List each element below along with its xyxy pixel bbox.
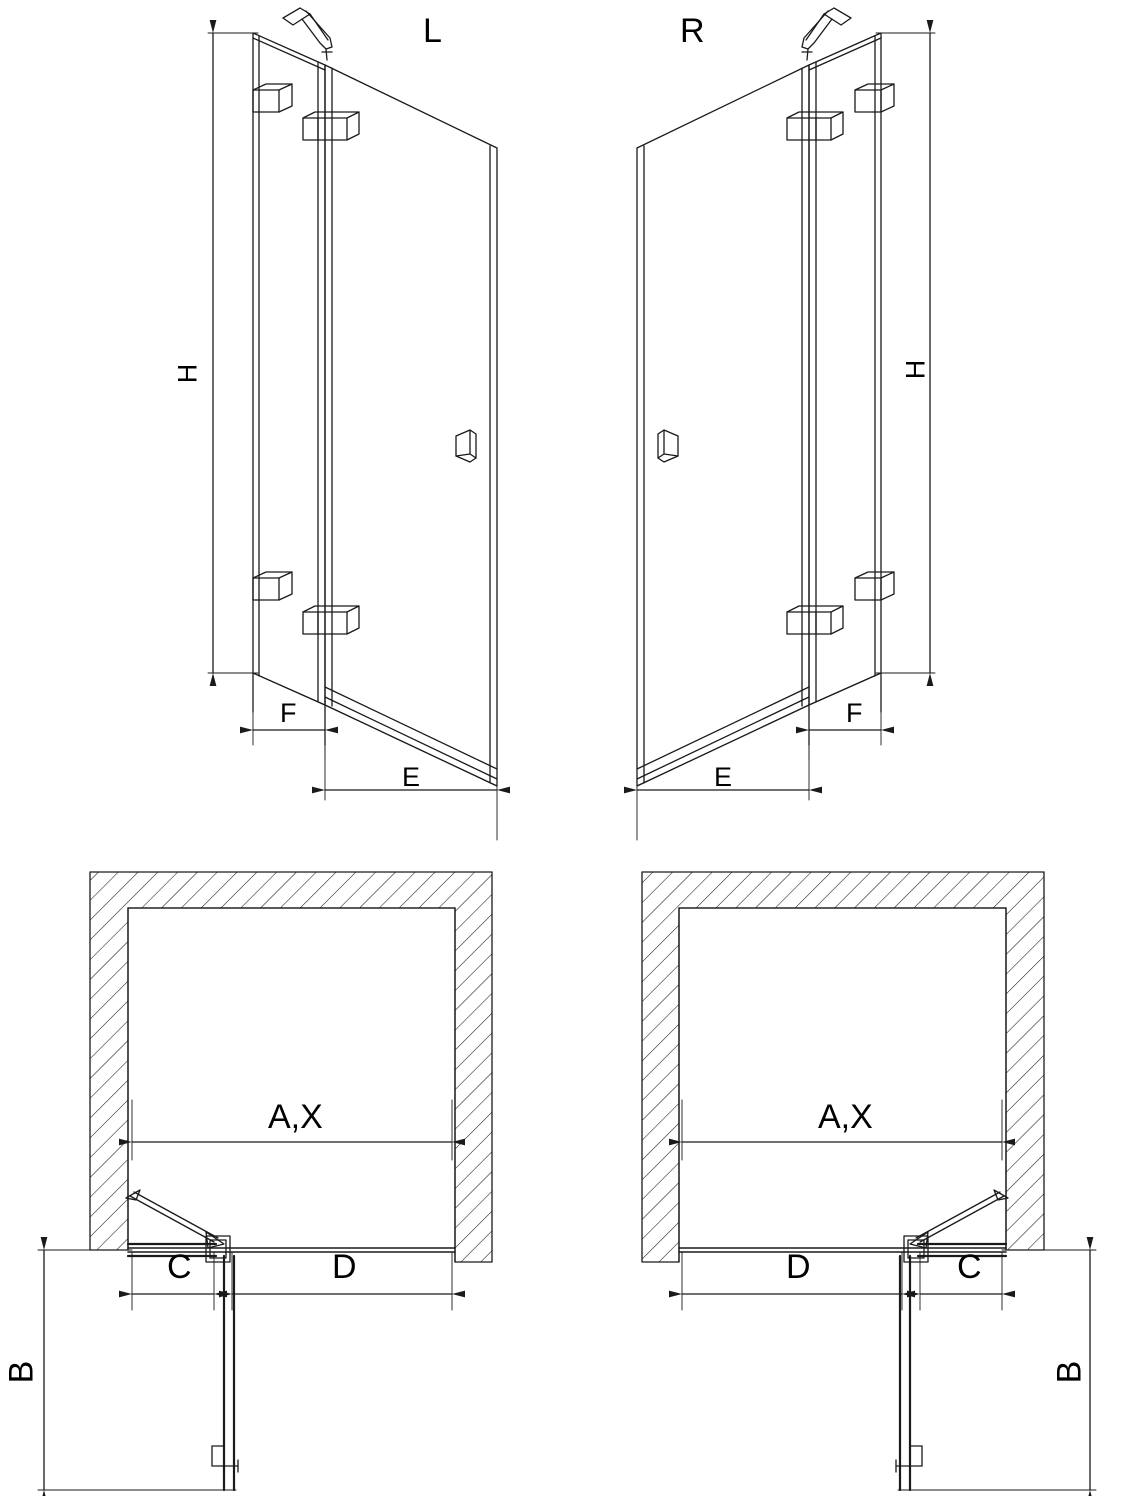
iso-view-right (637, 8, 935, 840)
dimension-label-h-left: H (172, 363, 203, 384)
dimension-label-f-left: F (280, 698, 297, 728)
dimension-label-c-left: C (167, 1248, 192, 1286)
dimension-label-b-right: B (1050, 1360, 1089, 1384)
plan-view-left (38, 872, 492, 1490)
dimension-label-b-left: B (2, 1360, 41, 1384)
view-label-right: R (680, 12, 705, 50)
view-label-left: L (423, 12, 442, 50)
dimension-label-c-right: C (957, 1248, 982, 1286)
dimension-label-d-left: D (332, 1248, 357, 1286)
dimension-label-f-right: F (846, 698, 863, 728)
dimension-label-h-right: H (900, 359, 931, 380)
dimension-label-ax-left: A,X (268, 1098, 323, 1136)
iso-view-left (208, 8, 497, 840)
plan-view-right (642, 872, 1096, 1490)
dimension-label-ax-right: A,X (818, 1098, 873, 1136)
dimension-label-e-left: E (402, 762, 421, 792)
dimension-label-d-right: D (786, 1248, 811, 1286)
dimension-label-e-right: E (714, 762, 733, 792)
